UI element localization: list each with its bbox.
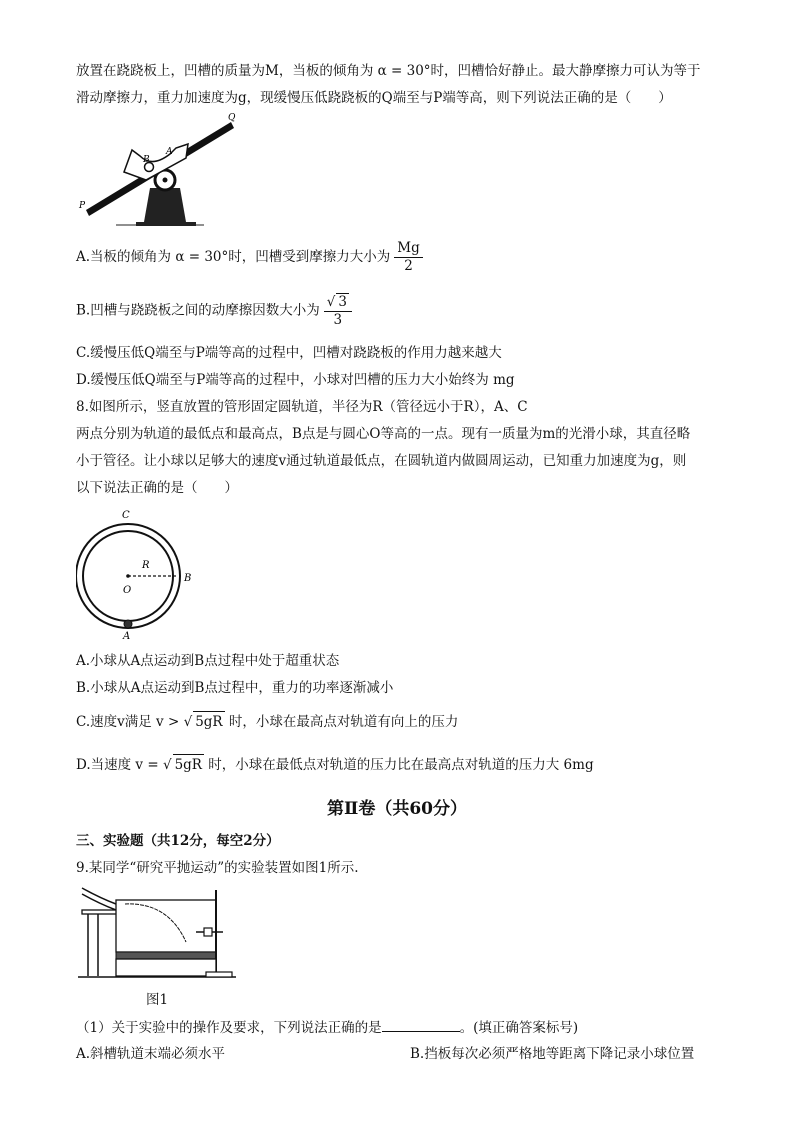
- q8-option-d: D.当速度 v = √ 5gR 时，小球在最低点对轨道的压力比在最高点对轨道的压力大 6mg: [76, 754, 594, 775]
- q7-fig-label-a: A: [166, 147, 173, 157]
- q7-option-b: [76, 293, 352, 329]
- q7-option-c: C.缓慢压低Q端至与P端等高的过程中，凹槽对跷跷板的作用力越来越大: [76, 345, 502, 361]
- section-3-title: 三、实验题（共12分，每空2分）: [76, 833, 280, 849]
- q7-option-b-text: B.凹槽与跷跷板之间的动摩擦因数大小为: [76, 302, 320, 319]
- q7-option-a-numerator: Mg: [394, 240, 422, 258]
- q8-option-d-radicand: 5gR: [173, 754, 204, 775]
- q9-stem: 9.某同学“研究平抛运动”的实验装置如图1所示.: [76, 860, 359, 876]
- q8-option-d-suffix: 时，小球在最低点对轨道的压力比在最高点对轨道的压力大 6mg: [208, 757, 594, 773]
- q8-fig-label-b: B: [184, 573, 192, 584]
- section-2-title: 第Ⅱ卷（共60分）: [327, 799, 467, 819]
- q8-option-c: C.速度v满足 v > √ 5gR 时，小球在最高点对轨道有向上的压力: [76, 711, 458, 732]
- q8-option-c-suffix: 时，小球在最高点对轨道有向上的压力: [228, 714, 459, 730]
- q8-option-b: B.小球从A点运动到B点过程中，重力的功率逐渐减小: [76, 680, 394, 696]
- q9-sub-1-text: （1）关于实验中的操作及要求，下列说法正确的是: [76, 1020, 382, 1036]
- q9-sub-1-instruction: 。(填正确答案标号): [459, 1020, 579, 1036]
- q8-stem-line-4: 以下说法正确的是（ ）: [76, 480, 238, 496]
- q8-fig-label-o: O: [123, 585, 132, 596]
- q8-fig-label-a: A: [123, 631, 131, 642]
- q7-option-a: [76, 240, 423, 275]
- q7-seesaw-figure: [76, 110, 246, 230]
- q8-stem-line-2: 两点分别为轨道的最低点和最高点，B点是与圆心O等高的一点。现有一质量为m的光滑小球，其直径略: [76, 426, 691, 442]
- q9-sub-1: [76, 1017, 578, 1038]
- q7-stem-line-1: 放置在跷跷板上，凹槽的质量为M，当板的倾角为 α = 30°时，凹槽恰好静止。最大静摩擦力可认为等于: [76, 63, 701, 79]
- q9-apparatus-figure: [78, 880, 238, 980]
- q8-stem-line-1: 8.如图所示，竖直放置的管形固定圆轨道，半径为R（管径远小于R），A、C: [76, 399, 528, 415]
- q7-fig-label-q: Q: [228, 113, 236, 123]
- q7-option-b-denominator: 3: [333, 312, 343, 328]
- q7-option-a-fraction: [394, 240, 422, 275]
- q8-option-c-radicand: 5gR: [193, 711, 224, 732]
- q7-option-b-radicand: 3: [338, 294, 347, 310]
- q8-option-d-prefix: D.当速度 v =: [76, 757, 159, 773]
- q8-fig-label-r: R: [142, 560, 150, 571]
- q7-stem-line-2: 滑动摩擦力，重力加速度为g，现缓慢压低跷跷板的Q端至与P端等高，则下列说法正确的是（ ）: [76, 90, 672, 106]
- q9-option-a: A.斜槽轨道末端必须水平: [76, 1046, 226, 1062]
- q7-option-a-denominator: 2: [404, 258, 413, 274]
- q7-fig-label-p: P: [79, 201, 86, 211]
- q7-option-a-text: A.当板的倾角为 α = 30°时，凹槽受到摩擦力大小为: [76, 249, 391, 265]
- q7-option-d: D.缓慢压低Q端至与P端等高的过程中，小球对凹槽的压力大小始终为 mg: [76, 372, 515, 388]
- q8-option-a: A.小球从A点运动到B点过程中处于超重状态: [76, 653, 340, 669]
- q7-fig-label-b: B: [143, 155, 150, 165]
- q9-figure-caption: 图1: [146, 992, 169, 1008]
- q8-fig-label-c: C: [122, 510, 130, 521]
- q8-option-c-prefix: C.速度v满足 v >: [76, 714, 180, 730]
- answer-blank[interactable]: [382, 1017, 460, 1032]
- q8-stem-line-3: 小于管径。让小球以足够大的速度v通过轨道最低点，在圆轨道内做圆周运动，已知重力加速度为g，则: [76, 453, 687, 469]
- q7-option-b-fraction: $\frac{√ 3}{3}$: [324, 293, 352, 329]
- q8-ring-figure: [76, 506, 206, 642]
- q9-option-b: B.挡板每次必须严格地等距离下降记录小球位置: [410, 1046, 695, 1062]
